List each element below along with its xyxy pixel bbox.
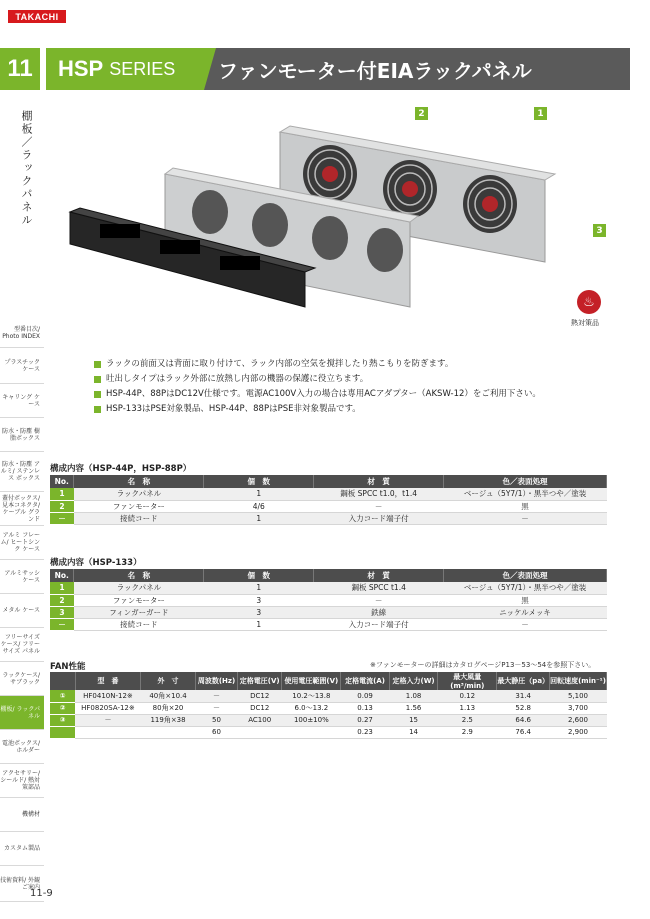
table-cell: 10.2～13.8 xyxy=(282,690,341,702)
table-cell: ファンモーター xyxy=(74,594,204,606)
table-cell: 1.08 xyxy=(389,690,437,702)
table-cell: 100±10% xyxy=(282,714,341,726)
table-header: 色／表面処理 xyxy=(444,569,607,582)
table-cell: 2 xyxy=(50,594,74,606)
feature-item: 吐出しタイプはラック外部に放熱し内部の機器の保護に役立ちます。 xyxy=(94,372,614,387)
table-cell: 接続コード xyxy=(74,618,204,630)
side-navigation xyxy=(0,318,44,902)
table-cell: 60 xyxy=(195,726,237,738)
table-cell: ③ xyxy=(50,714,75,726)
heat-label: 熱対策品 xyxy=(571,319,599,327)
table-row xyxy=(50,690,607,702)
bullet-square-icon xyxy=(94,406,101,413)
table-cell: 4/6 xyxy=(204,500,314,512)
table-header: 個 数 xyxy=(204,569,314,582)
table-row xyxy=(50,714,607,726)
table-header: No. xyxy=(50,475,74,488)
table-cell: 0.09 xyxy=(341,690,389,702)
table-header: 使用電圧範囲(V) xyxy=(282,672,341,690)
table-cell: － xyxy=(50,512,74,524)
sidenav-item[interactable]: アルミサッシ ケース xyxy=(0,560,44,594)
table-row xyxy=(50,582,607,594)
callout-3: 3 xyxy=(593,224,606,237)
table-row xyxy=(50,606,607,618)
table-cell: ラックパネル xyxy=(74,488,204,500)
table-cell: 3,700 xyxy=(550,702,607,714)
table-cell: DC12 xyxy=(238,702,282,714)
table-header: 名 称 xyxy=(74,475,204,488)
sidenav-item[interactable]: 電池ボックス/ ホルダー xyxy=(0,730,44,764)
table-cell: 15 xyxy=(389,714,437,726)
table-cell: 2.9 xyxy=(438,726,497,738)
sidenav-item[interactable]: 防水・防塵 樹脂ボックス xyxy=(0,418,44,452)
table-cell: 31.4 xyxy=(497,690,550,702)
sidenav-item[interactable]: メタル ケース xyxy=(0,594,44,628)
fan-title: FAN性能 xyxy=(50,662,86,672)
chapter-number: 11 xyxy=(0,48,40,90)
table-cell: 1.56 xyxy=(389,702,437,714)
sidenav-item[interactable]: 型番目次/ Photo INDEX xyxy=(0,318,44,348)
table-row xyxy=(50,594,607,606)
table-cell: 76.4 xyxy=(497,726,550,738)
sidenav-item[interactable]: アルミ フレーム/ ヒートシンク ケース xyxy=(0,526,44,560)
sidenav-item[interactable]: 棚板/ ラックパネル xyxy=(0,696,44,730)
table-row xyxy=(50,488,607,500)
table-row xyxy=(50,726,607,738)
fan-note: ※ファンモーターの詳細はカタログページP13－53～54を参照下さい。 xyxy=(370,661,596,669)
table-cell: 50 xyxy=(195,714,237,726)
table-cell: AC100 xyxy=(238,714,282,726)
sidenav-item[interactable]: 蓋付ボックス/ 見本コネクタ/ ケーブル グランド xyxy=(0,492,44,526)
table-cell: 1 xyxy=(50,582,74,594)
table-cell: ベージュ（5Y7/1）・黒半つや／塗装 xyxy=(444,582,607,594)
table-cell: 0.12 xyxy=(438,690,497,702)
table-header: 名 称 xyxy=(74,569,204,582)
table2-title: 構成内容（HSP-133） xyxy=(50,558,142,568)
table-cell: 0.13 xyxy=(341,702,389,714)
table-cell: 5,100 xyxy=(550,690,607,702)
product-photo xyxy=(60,112,560,342)
fan-performance-table xyxy=(50,672,607,739)
table-cell: 3 xyxy=(50,606,74,618)
table-cell: 3 xyxy=(204,606,314,618)
table-cell: DC12 xyxy=(238,690,282,702)
table-cell: 2.5 xyxy=(438,714,497,726)
table-header: 定格電圧(V) xyxy=(238,672,282,690)
category-vertical-label: 棚板／ラックパネル xyxy=(20,110,33,227)
table-cell: 52.8 xyxy=(497,702,550,714)
table-cell: 40角×10.4 xyxy=(141,690,196,702)
table-cell: フィンガーガード xyxy=(74,606,204,618)
table-cell: ファンモーター xyxy=(74,500,204,512)
table-cell: 鉄線 xyxy=(314,606,444,618)
table-cell: 14 xyxy=(389,726,437,738)
series-label xyxy=(46,48,204,90)
composition-table-1 xyxy=(50,475,607,525)
table-cell xyxy=(75,726,140,738)
table-cell xyxy=(141,726,196,738)
table-cell: 鋼板 SPCC t1.4 xyxy=(314,582,444,594)
sidenav-item[interactable]: ラックケース/ サブラック xyxy=(0,662,44,696)
table-header: 周波数(Hz) xyxy=(195,672,237,690)
table-header: 色／表面処理 xyxy=(444,475,607,488)
table-cell: － xyxy=(314,500,444,512)
table-cell: 1.13 xyxy=(438,702,497,714)
callout-2: 2 xyxy=(415,107,428,120)
table-header: 定格入力(W) xyxy=(389,672,437,690)
feature-item: HSP-44P、88PはDC12V仕様です。電源AC100V入力の場合は専用ACアダプター（AKSW-12）をご利用下さい。 xyxy=(94,387,614,402)
sidenav-item[interactable]: プラスチック ケース xyxy=(0,348,44,384)
callout-1: 1 xyxy=(534,107,547,120)
sidenav-item[interactable]: キャリング ケース xyxy=(0,384,44,418)
table-cell: 1 xyxy=(50,488,74,500)
table-cell: ベージュ（5Y7/1）・黒半つや／塗装 xyxy=(444,488,607,500)
table-header: 外 寸 xyxy=(141,672,196,690)
table-cell xyxy=(238,726,282,738)
table-cell: － xyxy=(75,714,140,726)
table-cell: ラックパネル xyxy=(74,582,204,594)
table-cell: HF0820SA-12※ xyxy=(75,702,140,714)
table-cell: 64.6 xyxy=(497,714,550,726)
table-cell: 80角×20 xyxy=(141,702,196,714)
table-cell: ① xyxy=(50,690,75,702)
bullet-square-icon xyxy=(94,391,101,398)
table-cell: ニッケルメッキ xyxy=(444,606,607,618)
sidenav-item[interactable]: フリーサイズ ケース/ フリーサイズ パネル xyxy=(0,628,44,662)
table-cell: 1 xyxy=(204,618,314,630)
table-header: No. xyxy=(50,569,74,582)
feature-item: ラックの前面又は背面に取り付けて、ラック内部の空気を撹拌したり熱こもりを防ぎます。 xyxy=(94,357,614,372)
table-cell: － xyxy=(195,690,237,702)
table-header: 材 質 xyxy=(314,569,444,582)
bullet-square-icon xyxy=(94,376,101,383)
table-row xyxy=(50,702,607,714)
table-cell: 接続コード xyxy=(74,512,204,524)
table1-title: 構成内容（HSP-44P，HSP-88P） xyxy=(50,464,192,474)
table-cell: 2,600 xyxy=(550,714,607,726)
sidenav-item[interactable]: カスタム製品 xyxy=(0,832,44,866)
table-cell xyxy=(50,726,75,738)
table-cell: 0.23 xyxy=(341,726,389,738)
table-cell: － xyxy=(314,594,444,606)
table-header xyxy=(50,672,75,690)
table-row xyxy=(50,618,607,630)
feature-item: HSP-133はPSE対象製品、HSP-44P、88PはPSE非対象製品です。 xyxy=(94,402,614,417)
page-title: ファンモーター付EIAラックパネル xyxy=(204,48,630,90)
sidenav-item[interactable]: アクセサリー/ シールド/ 熱対策部品 xyxy=(0,764,44,798)
table-cell: 0.27 xyxy=(341,714,389,726)
table-cell: 1 xyxy=(204,488,314,500)
table-cell: 黒 xyxy=(444,594,607,606)
bullet-square-icon xyxy=(94,361,101,368)
table-header: 個 数 xyxy=(204,475,314,488)
sidenav-item[interactable]: 機構材 xyxy=(0,798,44,832)
page-number: 11-9 xyxy=(30,888,53,899)
brand-logo: TAKACHI xyxy=(8,10,66,23)
table-cell: 鋼板 SPCC t1.0，t1.4 xyxy=(314,488,444,500)
table-cell: 2,900 xyxy=(550,726,607,738)
table-cell: 1 xyxy=(204,582,314,594)
table-row xyxy=(50,512,607,524)
table-cell: 3 xyxy=(204,594,314,606)
table-cell: － xyxy=(50,618,74,630)
table-cell: 1 xyxy=(204,512,314,524)
table-header: 型 番 xyxy=(75,672,140,690)
table-cell: － xyxy=(444,512,607,524)
table-row xyxy=(50,500,607,512)
table-cell: 6.0～13.2 xyxy=(282,702,341,714)
table-header: 最大静圧（pa） xyxy=(497,672,550,690)
series-rest: SERIES xyxy=(109,58,176,79)
feature-list xyxy=(94,357,614,417)
sidenav-item[interactable]: 技術資料/ 外観ご案内 xyxy=(0,866,44,902)
table-cell: 119角×38 xyxy=(141,714,196,726)
table-cell: － xyxy=(195,702,237,714)
table-header: 回転速度(min⁻¹) xyxy=(550,672,607,690)
table-header: 定格電流(A) xyxy=(341,672,389,690)
table-cell xyxy=(282,726,341,738)
table-cell: 入力コード端子付 xyxy=(314,618,444,630)
table-header: 材 質 xyxy=(314,475,444,488)
table-cell: 入力コード端子付 xyxy=(314,512,444,524)
series-bold: HSP xyxy=(58,56,104,81)
table-cell: HF0410N-12※ xyxy=(75,690,140,702)
table-cell: 黒 xyxy=(444,500,607,512)
table-cell: ② xyxy=(50,702,75,714)
table-cell: 2 xyxy=(50,500,74,512)
heat-badge xyxy=(573,290,605,328)
sidenav-item[interactable]: 防水・防塵 アルミ/ ステンレス ボックス xyxy=(0,452,44,492)
heat-countermeasure-icon: ♨ xyxy=(577,290,601,314)
table-header: 最大風量(m³/min) xyxy=(438,672,497,690)
composition-table-2 xyxy=(50,569,607,631)
table-cell: － xyxy=(444,618,607,630)
